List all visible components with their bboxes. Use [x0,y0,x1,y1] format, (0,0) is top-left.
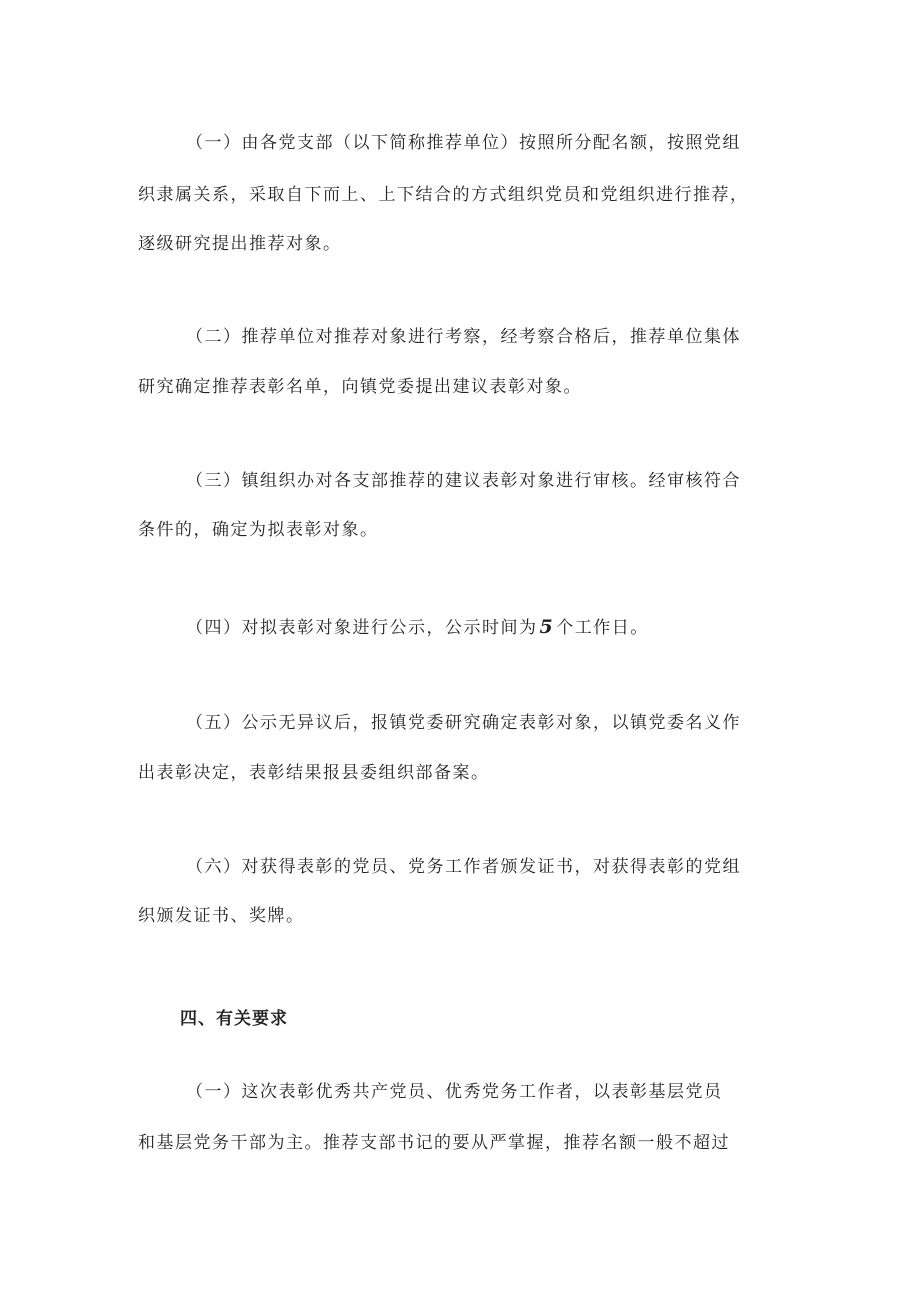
s1-line-2: 织隶属关系，采取自下而上、上下结合的方式组织党员和党组织进行推荐， [138,185,749,205]
s4-text-pre: （四）对拟表彰对象进行公示，公示时间为 [186,618,538,638]
s4-days-number: 5 [539,616,555,638]
section-heading-requirements: 四、有关要求 [180,1009,288,1029]
s5-line-2: 出表彰决定，表彰结果报县委组织部备案。 [138,763,490,783]
s5-line-1: （五）公示无异议后，报镇党委研究确定表彰对象，以镇党委名义作 [186,713,741,733]
s1-line-1: （一）由各党支部（以下简称推荐单位）按照所分配名额，按照党组 [186,133,741,153]
s4-text-post: 个工作日。 [556,618,649,638]
s1-line-3: 逐级研究提出推荐对象。 [138,234,342,254]
s3-line-1: （三）镇组织办对各支部推荐的建议表彰对象进行审核。经审核符合 [186,471,741,491]
s6-line-1: （六）对获得表彰的党员、党务工作者颁发证书，对获得表彰的党组 [186,857,741,877]
s2-line-1: （二）推荐单位对推荐对象进行考察，经考察合格后，推荐单位集体 [186,327,741,347]
s3-line-2: 条件的，确定为拟表彰对象。 [138,520,379,540]
s6-line-2: 织颁发证书、奖牌。 [138,906,305,926]
s4-line-1 [186,616,649,639]
s2-line-2: 研究确定推荐表彰名单，向镇党委提出建议表彰对象。 [138,377,582,397]
req1-line-1: （一）这次表彰优秀共产党员、优秀党务工作者，以表彰基层党员 [186,1082,723,1102]
req1-line-2: 和基层党务干部为主。推荐支部书记的要从严掌握，推荐名额一般不超过 [138,1133,730,1153]
